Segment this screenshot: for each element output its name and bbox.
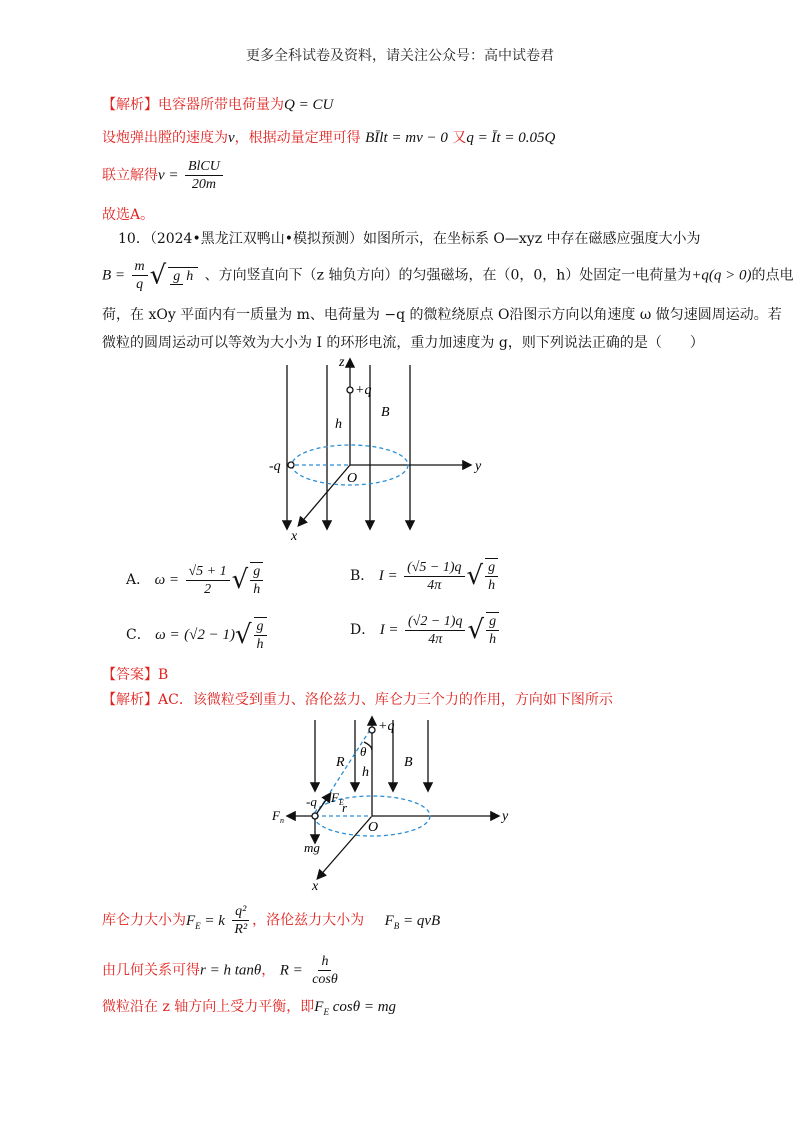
label-y: y — [475, 459, 482, 474]
question-line-2: B = $\frac{m}{q}$ √ g h 、方向竖直向下（z 轴负方向）的匀强磁场，在（0，0，h）处固定一电荷量为+q(q > 0)的点电 — [102, 259, 794, 292]
label-z: z — [339, 355, 345, 370]
svg-text:B: B — [404, 755, 413, 770]
svg-text:θ: θ — [360, 744, 367, 759]
option-c[interactable]: C． ω = (√2 − 1)√ $\frac{g}{h}$ — [126, 617, 269, 653]
label-x: x — [291, 529, 298, 544]
question-line-3: 荷，在 xOy 平面内有一质量为 m、电荷量为 −q 的微粒绕原点 O沿图示方向以角速度 ω 做匀速圆周运动。若 — [102, 307, 782, 323]
particle — [288, 462, 294, 468]
svg-text:-q: -q — [306, 794, 317, 809]
label-h: h — [335, 417, 342, 432]
option-a[interactable]: A． ω = $\frac{√5 + 1}{2}$ √ $\frac{g}{h}$ — [126, 562, 265, 598]
x-axis — [318, 816, 372, 878]
question-line-4: 微粒的圆周运动可以等效为大小为 I 的环形电流，重力加速度为 g，则下列说法正确的是（ ） — [102, 335, 704, 351]
svg-text:y: y — [502, 809, 509, 824]
svg-text:x: x — [312, 879, 319, 894]
svg-text:r: r — [342, 800, 348, 815]
force-FE — [315, 794, 330, 816]
label-B: B — [381, 405, 390, 420]
fraction: $\frac{\text{BlCU}}{20m}$ — [185, 158, 223, 193]
svg-text:R: R — [336, 755, 345, 770]
header-banner: 更多全科试卷及资料，请关注公众号：高中试卷君 — [246, 48, 554, 64]
solution2-line-1: 【解析】AC．该微粒受到重力、洛伦兹力、库仑力三个力的作用，方向如下图所示 — [102, 692, 613, 708]
figure-1-diagram — [265, 350, 495, 545]
label-O: O — [347, 471, 358, 486]
label-plus-q: +q — [355, 383, 372, 398]
label-minus-q: -q — [269, 459, 281, 474]
solution-line-4: 故选A。 — [102, 207, 155, 223]
solution3-line-3: 微粒沿在 z 轴方向上受力平衡，即$F_E$ cosθ = mg — [102, 999, 397, 1017]
x-axis — [299, 465, 350, 525]
question-line-1: 10．（2024•黑龙江双鸭山•模拟预测）如图所示，在坐标系 O—xyz 中存在磁感应强度大小为 — [118, 231, 701, 247]
solution-line-1: 【解析】电容器所带电荷量为Q = CU — [102, 97, 334, 113]
particle — [312, 813, 318, 819]
figure-2-diagram — [268, 710, 518, 895]
svg-text:+q: +q — [378, 719, 395, 734]
svg-text:mg: mg — [304, 840, 320, 855]
answer-line: 【答案】B — [102, 667, 169, 683]
analysis-tag: 【解析】 — [102, 97, 158, 113]
svg-text:Fn: $F_n$ — [272, 808, 284, 825]
point-charge — [369, 727, 375, 733]
solution3-line-2: 由几何关系可得r = h tanθ， R = $\frac{h}{\cos\theta}$ — [102, 954, 338, 987]
svg-text:FE: $F_E$ — [331, 790, 344, 807]
svg-text:h: h — [362, 765, 369, 780]
svg-text:O: O — [368, 820, 379, 835]
solution-line-2: 设炮弹出膛的速度为v，根据动量定理可得 BĪlt = mv − 0 又q = Īt = 0.05Q — [102, 130, 556, 146]
point-charge — [347, 387, 353, 393]
solution-line-3: 联立解得v = $\frac{\text{BlCU}}{20m}$ — [102, 158, 225, 193]
option-b[interactable]: B． I = $\frac{(√5 - 1)q}{4\pi}$ √ $\frac{g}{h}$ — [350, 558, 500, 594]
option-d[interactable]: D． I = $\frac{(√2 - 1)q}{4\pi}$ √ $\frac{g}{h}$ — [350, 612, 501, 648]
solution3-line-1: 库仑力大小为$F_E = k$ $\frac{\text{q²}}{\text{R²}}$ ，洛伦兹力大小为 $F_B$ = qvB — [102, 904, 441, 937]
